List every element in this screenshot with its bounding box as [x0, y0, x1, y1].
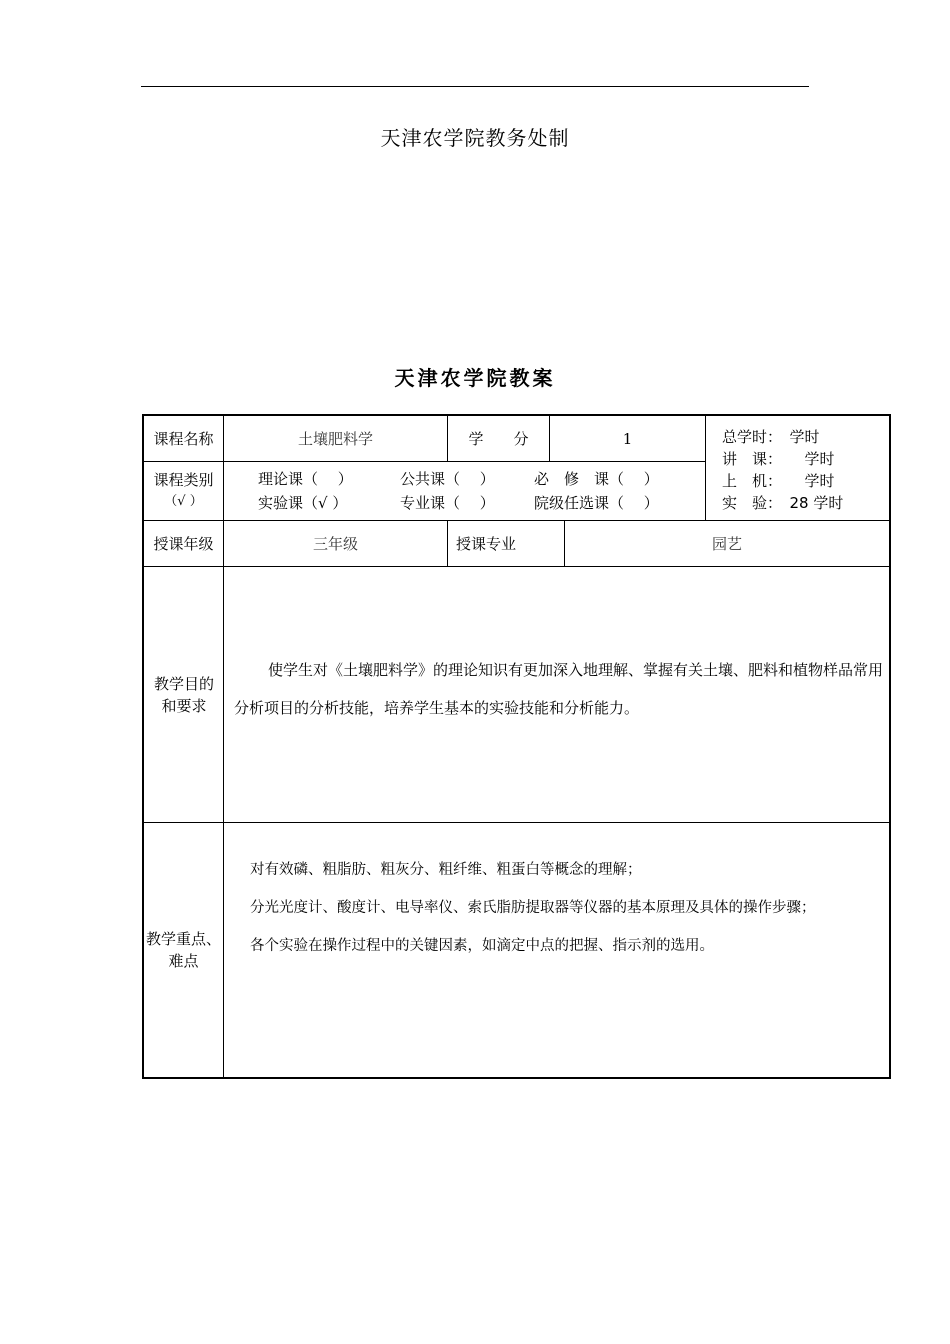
- option-elective: 院级任选课（ ）: [534, 494, 659, 512]
- key-points-list: [224, 823, 889, 1077]
- objectives-label: 教学目的和要求: [153, 674, 214, 715]
- course-category-label: 课程类别: [153, 471, 214, 489]
- hours-block: [706, 416, 889, 520]
- course-category-check: （√ ）: [164, 494, 203, 509]
- issuing-office: 天津农学院教务处制: [380, 126, 570, 150]
- lesson-plan-table: [142, 414, 891, 1079]
- key-point-item: 分光光度计、酸度计、电导率仪、索氏脂肪提取器等仪器的基本原理及具体的操作步骤；: [250, 900, 816, 916]
- category-options: [224, 462, 705, 520]
- option-major: 专业课（ ）: [400, 494, 495, 512]
- option-lab: 实验课（√ ）: [258, 494, 348, 512]
- option-required: 必 修 课（ ）: [534, 470, 659, 488]
- course-name-value: 土壤肥料学: [297, 429, 373, 448]
- option-theory: 理论课（ ）: [258, 470, 353, 488]
- key-points-label: 教学重点、难点: [145, 930, 221, 970]
- document-title: 天津农学院教案: [394, 366, 556, 390]
- credit-value: 1: [622, 429, 633, 448]
- computer-hours: 上 机： 学时: [722, 472, 835, 490]
- key-point-item: 各个实验在操作过程中的关键因素，如滴定中点的把握、指示剂的选用。: [250, 938, 714, 954]
- objectives-text: 使学生对《土壤肥料学》的理论知识有更加深入地理解、掌握有关土壤、肥料和植物样品常用分析项目的分析技能，培养学生基本的实验技能和分析能力。: [234, 661, 884, 717]
- total-hours: 总学时： 学时: [722, 428, 820, 446]
- grade-value: 三年级: [312, 534, 358, 553]
- major-value: 园艺: [711, 534, 742, 553]
- course-category-cell: [144, 462, 223, 520]
- major-label: 授课专业: [456, 534, 517, 553]
- lecture-hours: 讲 课： 学时: [722, 450, 835, 468]
- lab-hours: 实 验： 28 学时: [722, 494, 844, 512]
- grade-label: 授课年级: [153, 534, 214, 553]
- course-name-label: 课程名称: [153, 429, 214, 448]
- key-point-item: 对有效磷、粗脂肪、粗灰分、粗纤维、粗蛋白等概念的理解；: [250, 862, 642, 878]
- option-public: 公共课（ ）: [400, 470, 495, 488]
- header-rule: [141, 86, 809, 87]
- credit-label: 学 分: [468, 429, 529, 448]
